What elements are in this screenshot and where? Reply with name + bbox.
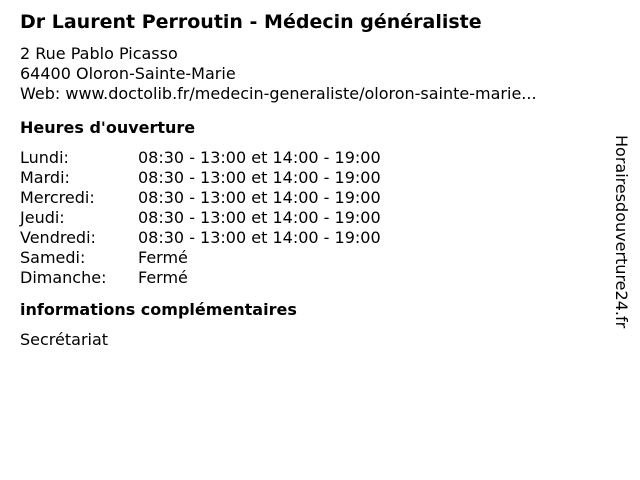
day-label: Lundi: xyxy=(20,148,69,167)
day-label: Dimanche: xyxy=(20,268,107,287)
hours-row-dimanche xyxy=(20,268,605,288)
practice-card xyxy=(20,8,605,350)
day-hours: 08:30 - 13:00 et 14:00 - 19:00 xyxy=(138,168,381,187)
opening-hours-table xyxy=(20,148,605,288)
hours-row-mardi xyxy=(20,168,605,188)
hours-row-samedi xyxy=(20,248,605,268)
additional-info-text: Secrétariat xyxy=(20,330,109,349)
hours-row-jeudi xyxy=(20,208,605,228)
site-watermark: Horairesdouverture24.fr xyxy=(612,135,631,329)
hours-row-vendredi xyxy=(20,228,605,248)
day-label: Samedi: xyxy=(20,248,86,267)
street-address: 2 Rue Pablo Picasso xyxy=(20,44,178,63)
page-title: Dr Laurent Perroutin - Médecin généraliste xyxy=(20,11,482,33)
hours-row-lundi xyxy=(20,148,605,168)
day-hours: 08:30 - 13:00 et 14:00 - 19:00 xyxy=(138,188,381,207)
address-block xyxy=(20,44,605,104)
day-label: Mercredi: xyxy=(20,188,95,207)
day-hours: 08:30 - 13:00 et 14:00 - 19:00 xyxy=(138,208,381,227)
day-hours: Fermé xyxy=(138,268,188,287)
day-label: Jeudi: xyxy=(20,208,65,227)
opening-hours-heading: Heures d'ouverture xyxy=(20,118,196,137)
day-hours: 08:30 - 13:00 et 14:00 - 19:00 xyxy=(138,228,381,247)
website-link[interactable]: Web: www.doctolib.fr/medecin-generaliste/oloron-sainte-marie... xyxy=(20,84,537,103)
day-label: Mardi: xyxy=(20,168,70,187)
day-hours: Fermé xyxy=(138,248,188,267)
day-hours: 08:30 - 13:00 et 14:00 - 19:00 xyxy=(138,148,381,167)
day-label: Vendredi: xyxy=(20,228,96,247)
hours-row-mercredi xyxy=(20,188,605,208)
city-address: 64400 Oloron-Sainte-Marie xyxy=(20,64,236,83)
additional-info-heading: informations complémentaires xyxy=(20,300,297,319)
